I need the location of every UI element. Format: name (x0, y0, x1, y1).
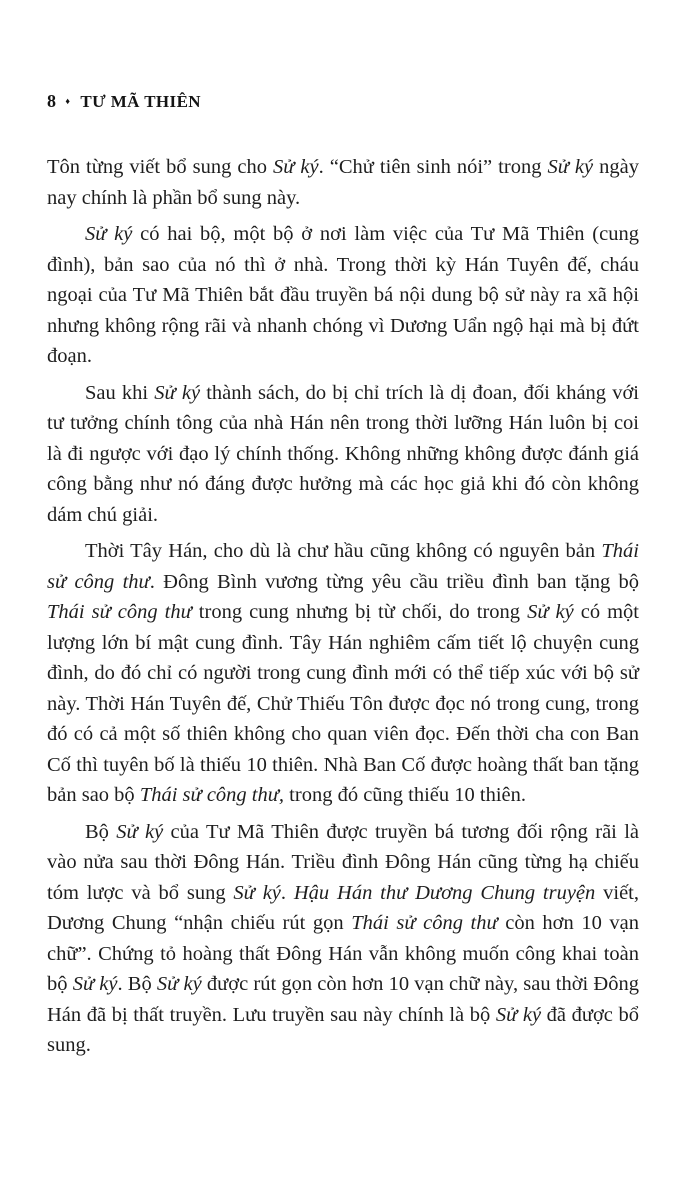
text-run: Sau khi (85, 381, 155, 404)
text-run: thành sách, do bị chỉ trích là dị đoan, đối kháng với tư tưởng chính tông của nhà Hán nên trong thời lưỡng Hán luôn bị coi là đi ngược với đạo lý chính thống. Không những không được đánh giá công bằng như nó đáng được hưởng mà các học giả khi đó còn không dám chú giải. (47, 381, 639, 526)
text-run: . Bộ (117, 973, 157, 995)
running-header-title: TƯ MÃ THIÊN (80, 91, 201, 111)
text-run: . Đông Bình vương từng yêu cầu triều đình ban tặng bộ (149, 570, 639, 593)
book-title-italic: Hậu Hán thư Dương Chung truyện (293, 881, 596, 904)
paragraph (47, 817, 639, 1061)
book-title-italic: Thái sử công thư (351, 912, 498, 934)
paragraph (47, 378, 639, 531)
book-title-italic: Sử ký (527, 601, 574, 623)
page-number: 8 (47, 91, 57, 111)
book-title-italic: Sử ký (72, 973, 118, 995)
text-run: có một lượng lớn bí mật cung đình. Tây Hán nghiêm cấm tiết lộ chuyện cung đình, do đó chỉ có người trong cung đình mới có thể tiếp xúc với bộ sử này. Thời Hán Tuyên đế, Chử Thiếu Tôn được đọc nó trong cung, trong đó có cả một số thiên không cho quan viên đọc. Đến thời cha con Ban Cố thì tuyên bố là thiếu 10 thiên. Nhà Ban Cố được hoàng thất ban tặng bản sao bộ (47, 601, 639, 806)
book-title-italic: Thái sử công thư (47, 601, 192, 623)
text-run: còn hơn 10 vạn chữ”. Chứng tỏ hoàng thất Đông Hán vẫn không muốn công khai toàn bộ (47, 912, 639, 995)
text-run: . “Chử tiên sinh nói” trong (318, 156, 548, 178)
book-title-italic: Sử ký (547, 156, 594, 178)
text-run: Bộ (85, 820, 117, 843)
page-body (47, 152, 639, 1067)
text-run: viết, Dương Chung “nhận chiếu rút gọn (47, 881, 640, 934)
diamond-separator-icon: ♦ (65, 95, 71, 106)
book-title-italic: Sử ký (272, 156, 319, 178)
book-title-italic: Sử ký (85, 223, 133, 245)
book-title-italic: Thái sử công thư, (139, 784, 285, 806)
text-run: Tôn từng viết bổ sung cho (47, 156, 273, 178)
text-run: được rút gọn còn hơn 10 vạn chữ này, sau thời Đông Hán đã bị thất truyền. Lưu truyền sau này chính là bộ (47, 973, 639, 1026)
paragraph (47, 219, 639, 372)
text-run: . (280, 881, 294, 904)
book-title-italic: Sử ký (154, 381, 201, 404)
book-title-italic: Sử ký (156, 973, 202, 995)
paragraph (47, 152, 639, 213)
paragraph (47, 536, 639, 811)
text-run: đã được bổ sung. (47, 1003, 639, 1056)
text-run: ngày nay chính là phần bổ sung này. (47, 156, 639, 209)
text-run: có hai bộ, một bộ ở nơi làm việc của Tư Mã Thiên (cung đình), bản sao của nó thì ở nhà. Trong thời kỳ Hán Tuyên đế, cháu ngoại của Tư Mã Thiên bắt đầu truyền bá nội dung bộ sử này ra xã hội nhưng không rộng rãi và nhanh chóng vì Dương Uẩn ngộ hại mà bị đứt đoạn. (47, 223, 639, 367)
book-title-italic: Sử ký (495, 1003, 542, 1026)
book-title-italic: Sử ký (233, 881, 281, 904)
text-run: trong cung nhưng bị từ chối, do trong (191, 601, 528, 623)
running-header (47, 91, 201, 112)
text-run: của Tư Mã Thiên được truyền bá tương đối rộng rãi là vào nửa sau thời Đông Hán. Triều đình Đông Hán cũng từng hạ chiếu tóm lược và bổ sung (47, 820, 639, 904)
text-run: trong đó cũng thiếu 10 thiên. (284, 784, 527, 806)
book-title-italic: Sử ký (116, 820, 164, 843)
text-run: Thời Tây Hán, cho dù là chư hầu cũng không có nguyên bản (85, 540, 602, 562)
book-title-italic: Thái sử công thư (47, 540, 639, 593)
